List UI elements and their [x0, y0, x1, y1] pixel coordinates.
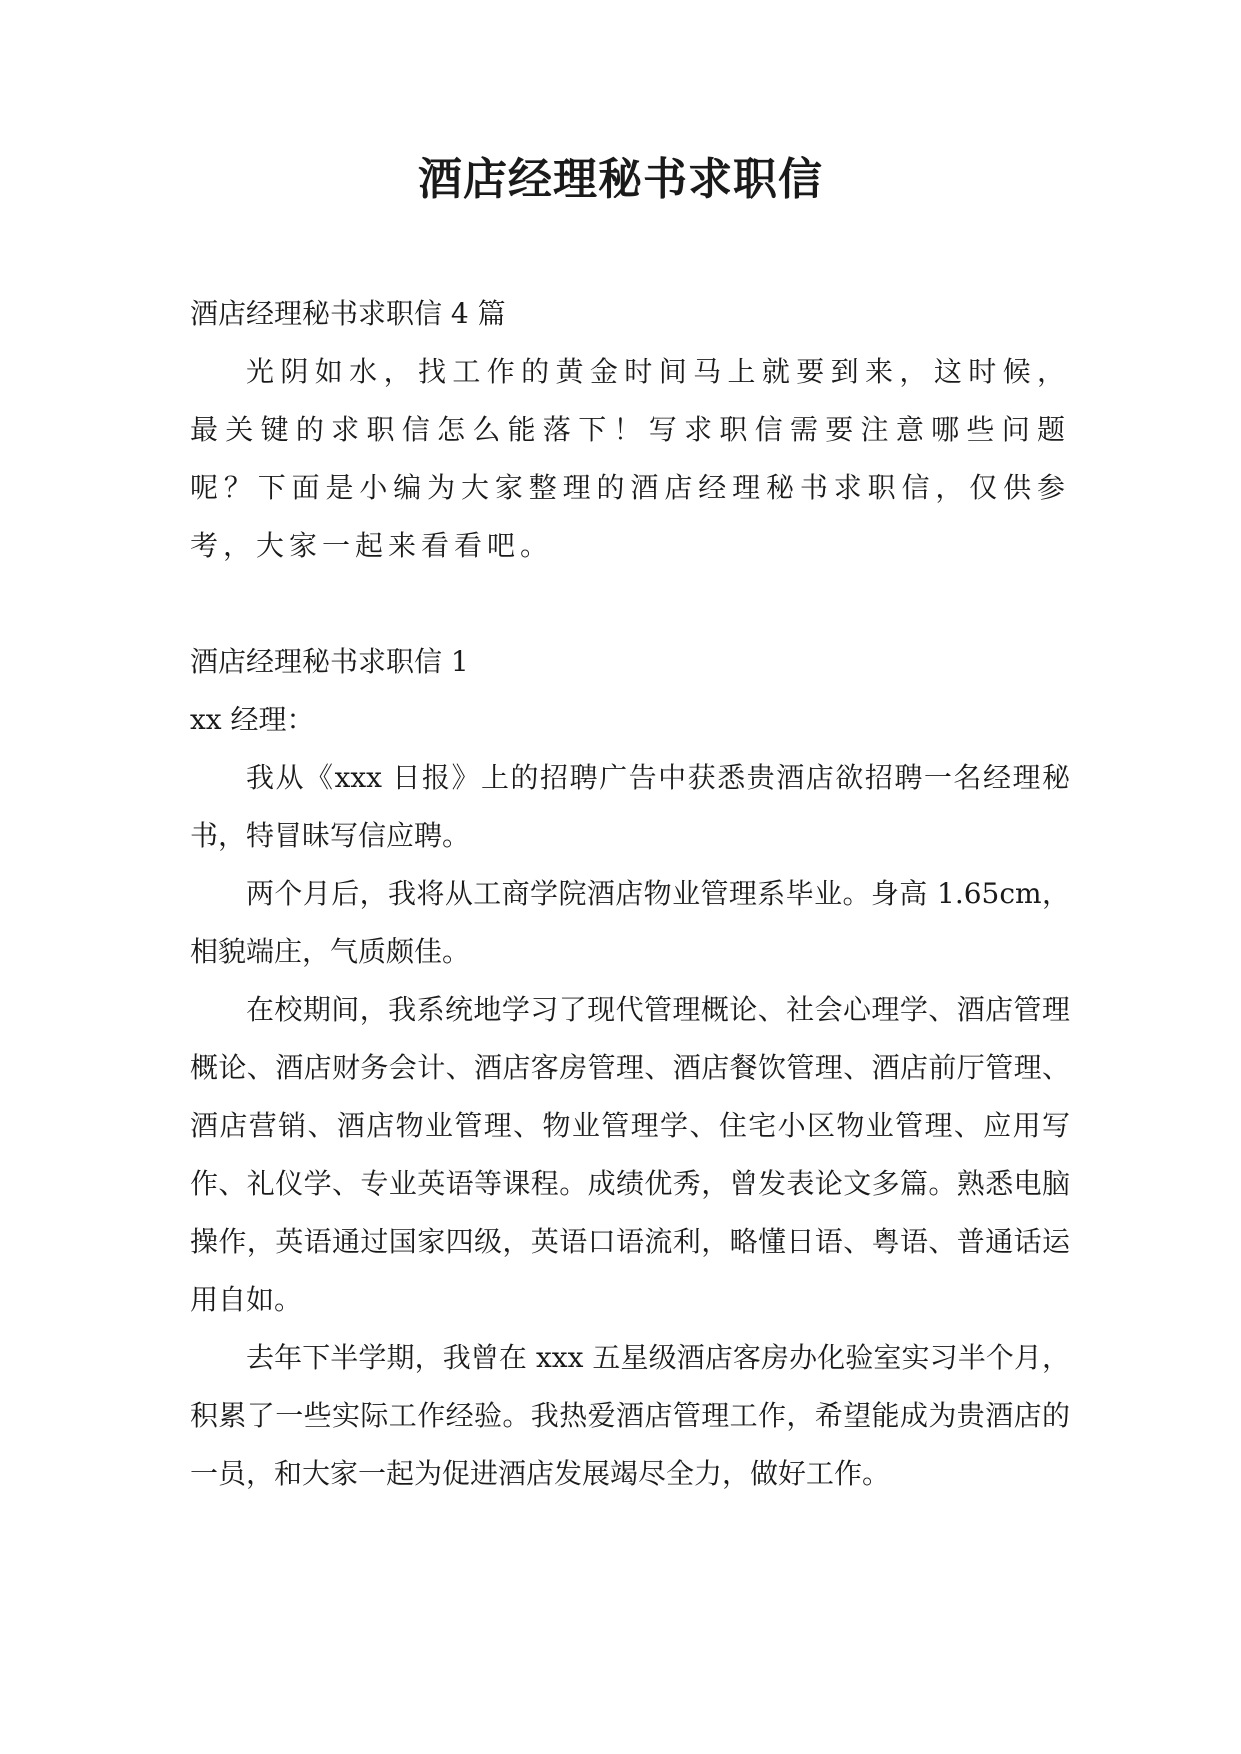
salutation: xx 经理： — [190, 703, 315, 736]
body-paragraph: 两个月后，我将从工商学院酒店物业管理系毕业。身高 1.65cm，相貌端庄，气质颇佳。 — [190, 877, 1070, 968]
body-paragraph: 在校期间，我系统地学习了现代管理概论、社会心理学、酒店管理概论、酒店财务会计、酒店客房管理、酒店餐饮管理、酒店前厅管理、酒店营销、酒店物业管理、物业管理学、住宅小区物业管理、应用写作、礼仪学、专业英语等课程。成绩优秀，曾发表论文多篇。熟悉电脑操作，英语通过国家四级，英语口语流利，略懂日语、粤语、普通话运用自如。 — [190, 993, 1070, 1316]
body-paragraph: 去年下半学期，我曾在 xxx 五星级酒店客房办化验室实习半个月，积累了一些实际工作经验。我热爱酒店管理工作，希望能成为贵酒店的一员，和大家一起为促进酒店发展竭尽全力，做好工作。 — [190, 1341, 1070, 1490]
document-subtitle: 酒店经理秘书求职信 4 篇 — [190, 297, 506, 330]
body-paragraph: 我从《xxx 日报》上的招聘广告中获悉贵酒店欲招聘一名经理秘书，特冒昧写信应聘。 — [190, 761, 1070, 852]
intro-paragraph: 光阴如水，找工作的黄金时间马上就要到来，这时候，最关键的求职信怎么能落下！写求职信需要注意哪些问题呢？下面是小编为大家整理的酒店经理秘书求职信，仅供参考，大家一起来看看吧。 — [190, 355, 1070, 562]
section-heading: 酒店经理秘书求职信 1 — [190, 645, 469, 678]
document-title: 酒店经理秘书求职信 — [418, 154, 823, 205]
document-body — [190, 285, 1070, 1503]
